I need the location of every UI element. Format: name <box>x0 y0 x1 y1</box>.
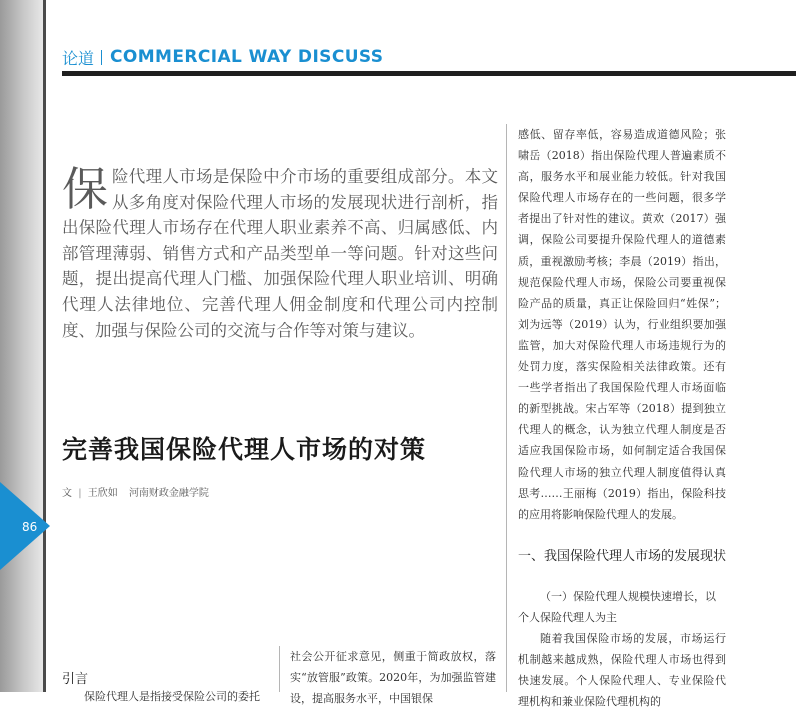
author-affiliation: 河南财政金融学院 <box>128 488 209 499</box>
section-name-en: COMMERCIAL WAY DISCUSS <box>110 47 384 67</box>
intro-heading: 引言 <box>62 672 89 687</box>
middle-column-text: 社会公开征求意见，侧重于简政放权，落实“放管服”政策。2020年，为加强监管建设，提高服务水平，中国银保 <box>290 650 496 705</box>
page-spine <box>0 0 44 692</box>
header-divider <box>101 50 102 65</box>
subsection-heading: （一）保险代理人规模快速增长，以个人保险代理人为主 <box>518 590 716 624</box>
byline-label: 文 <box>62 488 72 499</box>
column-divider-right <box>506 124 507 692</box>
spine-edge-line <box>43 0 46 692</box>
abstract-text: 险代理人市场是保险中介市场的重要组成部分。本文从多角度对保险代理人市场的发展现状进行剖析，指出保险代理人市场存在代理人职业素养不高、归属感低、内部管理薄弱、销售方式和产品类型单一等问题。针对这些问题，提出提高代理人门槛、加强保险代理人职业培训、明确代理人法律地位、完善代理人佣金制度和代理公司内控制度、加强与保险公司的交流与合作等对策与建议。 <box>62 167 498 340</box>
drop-cap: 保 <box>62 162 108 216</box>
author-name: 王欣如 <box>87 488 118 499</box>
header-rule <box>62 71 796 76</box>
section-name-cn: 论道 <box>62 48 95 68</box>
abstract <box>62 164 498 343</box>
intro-body: 保险代理人是指接受保险公司的委托 <box>84 690 260 703</box>
right-column-body: 随着我国保险市场的发展，市场运行机制越来越成熟，保险代理人市场也得到快速发展。个人保险代理人、专业保险代理机构和兼业保险代理机构的 <box>518 632 726 708</box>
article-title: 完善我国保险代理人市场的对策 <box>62 435 427 464</box>
section-heading: 一、我国保险代理人市场的发展现状 <box>518 549 727 564</box>
section-header <box>62 44 383 70</box>
column-divider-left <box>279 646 280 692</box>
page-number: 86 <box>22 520 38 534</box>
right-column-text: 感低、留存率低，容易造成道德风险；张啸岳（2018）指出保险代理人普遍素质不高，服务水平和展业能力较低。针对我国保险代理人市场存在的一些问题，很多学者提出了针对性的建议。黄欢（2017）强调，保险公司要提升保险代理人的道德素质，重视激励考核；李晨（2019）指出，规范保险代理人市场，保险公司要重视保险产品的质量，真正让保险回归“姓保”；刘为远等（2019）认为，行业组织要加强监管，加大对保险代理人市场违规行为的处罚力度，落实保险相关法律政策。还有一些学者指出了我国保险代理人市场面临的新型挑战。宋占军等（2018）提到独立代理人的概念，认为独立代理人制度是否适应我国保险市场，如何制定适合我国保险代理人市场的独立代理人制度值得认真思考……王丽梅（2019）指出，保险科技的应用将影响保险代理人的发展。 <box>518 128 726 521</box>
byline: 文 | 王欣如 河南财政金融学院 <box>62 488 209 499</box>
